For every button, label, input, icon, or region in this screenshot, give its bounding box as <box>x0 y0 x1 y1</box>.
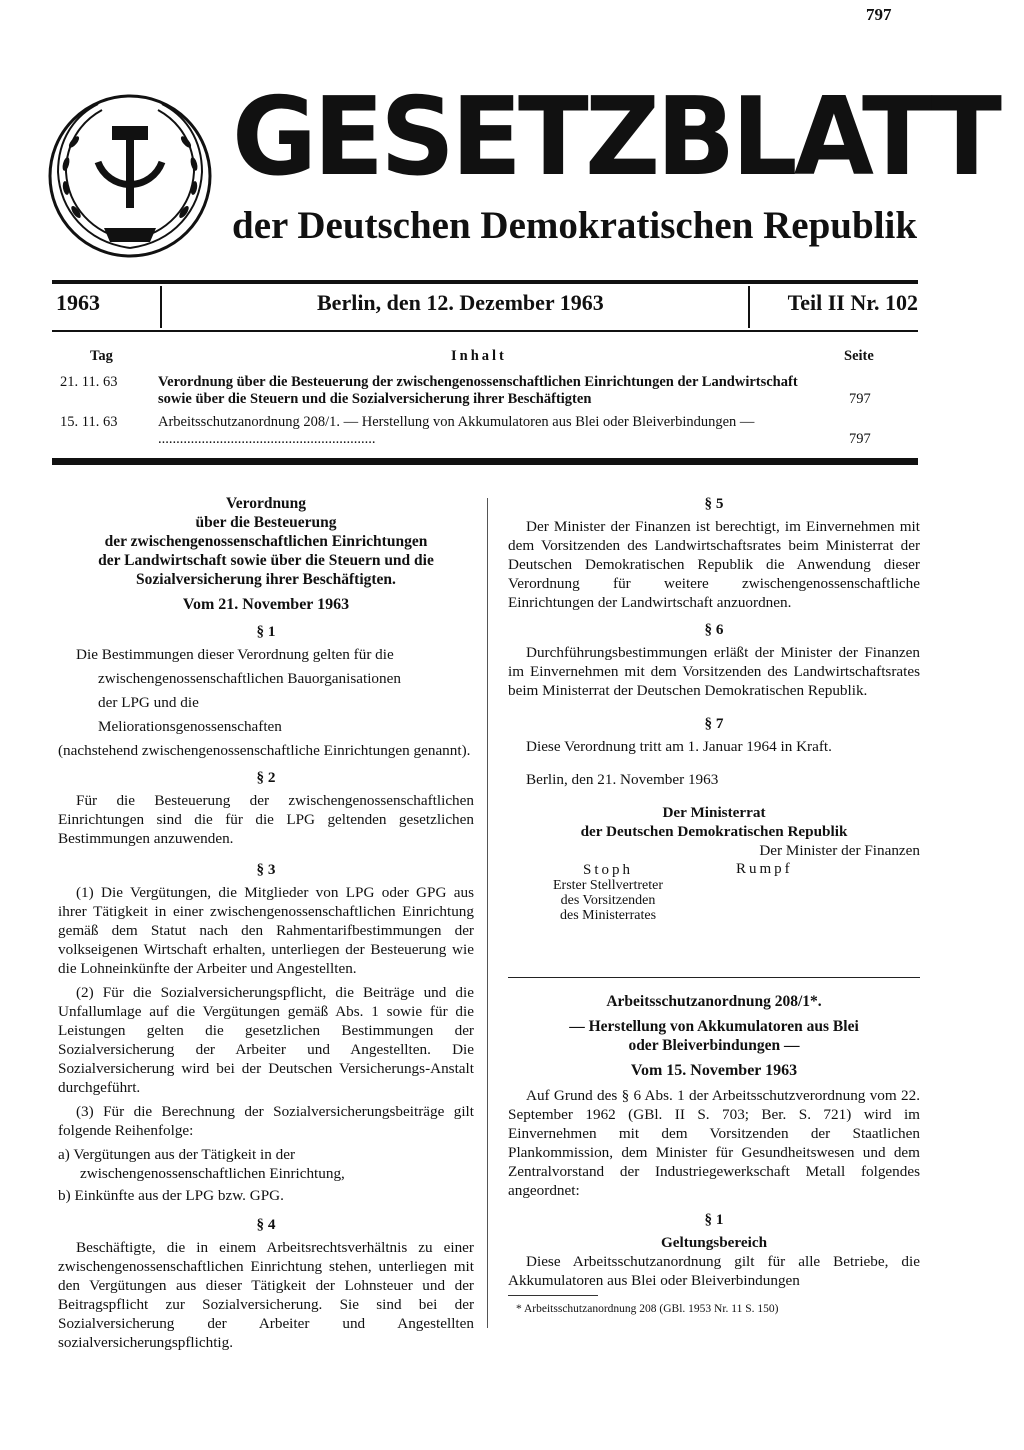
minister-signature <box>690 841 920 879</box>
section-3-item-b: b) Einkünfte aus der LPG bzw. GPG. <box>58 1187 284 1204</box>
toc-header <box>60 348 890 370</box>
section-1-item: der LPG und die <box>98 694 199 711</box>
order-title: Arbeitsschutzanordnung 208/1*. <box>606 993 822 1010</box>
issue-separator <box>160 286 162 328</box>
section-3-item-a: a) Vergütungen aus der Tätigkeit in der zwischengenossenschaftlichen Einrichtung, <box>58 1146 345 1182</box>
issue-rule <box>52 330 918 332</box>
section-3-paragraph-2: (2) Für die Sozialversicherungspflicht, die Beiträge und die Unfallumlage auf die Vergütungen gemäß Abs. 1 sowie für die Leistungen gelten die gesetzlichen Bestimmungen der Sozialversicherung der Arbeiter und Angestellten. Die Sozialversicherung wird bei der Deutschen Versicherungs-Anstalt durchgeführt. <box>58 984 474 1096</box>
chairman-name: Stoph <box>582 862 633 878</box>
decree-title: Verordnung über die Besteuerung der zwischengenossenschaftlichen Einrichtungen der Landwirtschaft sowie über die Steuern und die Sozialversicherung ihrer Beschäftigten. <box>98 495 434 588</box>
section-1-intro: Die Bestimmungen dieser Verordnung gelten für die <box>76 646 394 663</box>
toc-row-page: 797 <box>849 431 871 447</box>
section-6-heading: § 6 <box>704 621 724 638</box>
toc-header-page: Seite <box>844 348 874 364</box>
minister-title: Der Minister der Finanzen <box>759 842 920 859</box>
footnote-rule <box>508 1295 598 1296</box>
chairman-signature <box>528 863 688 923</box>
left-column <box>58 494 474 1357</box>
section-1-item: zwischengenossenschaftlichen Bauorganisationen <box>98 670 401 687</box>
council-line-1: Der Ministerrat <box>662 804 766 821</box>
section-1-heading: § 1 <box>256 623 276 640</box>
section-2-text: Für die Besteuerung der zwischengenossenschaftlichen Einrichtungen sind die für die LPG geltenden gesetzlichen Bestimmungen anzuwenden. <box>58 792 474 847</box>
section-3-heading: § 3 <box>256 861 276 878</box>
toc-header-contents: Inhalt <box>451 348 507 364</box>
masthead-title: GESETZBLATT <box>232 75 999 200</box>
section-6-text: Durchführungsbestimmungen erläßt der Minister der Finanzen im Einvernehmen mit dem Vorsitzenden des Landwirtschaftsrates beim Ministerrat der Deutschen Demokratischen Republik. <box>508 644 920 699</box>
section-1-tail: (nachstehend zwischengenossenschaftliche Einrichtungen genannt). <box>58 742 471 759</box>
section-7-heading: § 7 <box>704 715 724 732</box>
section-4-text: Beschäftigte, die in einem Arbeitsrechtsverhältnis zu einer zwischengenossenschaftlichen Einrichtung stehen, unterliegen mit den Vergütungen aus dieser Tätigkeit der Lohnsteuer und der Beitragspflicht zur Sozialversicherung. Sie sind bei der Sozialversicherung der Arbeiter und Angestellten sozialversicherungspflichtig. <box>58 1239 474 1351</box>
order-subtitle: — Herstellung von Akkumulatoren aus Blei oder Bleiverbindungen — <box>569 1018 859 1054</box>
section-3-paragraph-1: (1) Die Vergütungen, die Mitglieder von LPG oder GPG aus ihrer Tätigkeit in einer zwischengenossenschaftlichen Einrichtung gemäß dem Statut nach den Rahmentarifbestimmungen der volkseigenen Wirtschaft erhalten, unterliegen der Besteuerung wie die Lohneinkünfte der Arbeiter und Angestellten. <box>58 884 474 977</box>
issue-part: Teil II Nr. 102 <box>787 290 918 315</box>
minister-name: Rumpf <box>736 861 793 877</box>
toc-row[interactable] <box>60 414 890 448</box>
masthead-subtitle: der Deutschen Demokratischen Republik <box>232 204 918 247</box>
toc-header-day: Tag <box>90 348 113 364</box>
section-7-text: Diese Verordnung tritt am 1. Januar 1964 in Kraft. <box>526 738 832 755</box>
order-section-1-text: Diese Arbeitsschutzanordnung gilt für alle Betriebe, die Akkumulatoren aus Blei oder Bleiverbindungen <box>508 1253 920 1289</box>
right-column <box>508 494 920 1319</box>
council-line-2: der Deutschen Demokratischen Republik <box>580 823 848 840</box>
toc-row-title: Arbeitsschutzanordnung 208/1. — Herstellung von Akkumulatoren aus Blei oder Bleiverbindungen — ............................................................ <box>158 414 755 447</box>
section-2-heading: § 2 <box>256 769 276 786</box>
issue-year: 1963 <box>56 290 100 315</box>
toc-row-page: 797 <box>849 391 871 407</box>
column-divider <box>487 498 488 1328</box>
masthead-rule <box>52 280 918 284</box>
issue-date: Berlin, den 12. Dezember 1963 <box>317 290 604 315</box>
order-section-1-title: Geltungsbereich <box>660 1234 768 1251</box>
contents-rule <box>52 458 918 465</box>
state-emblem-icon <box>46 92 214 260</box>
signature-block <box>508 842 920 963</box>
article-divider <box>508 977 920 978</box>
order-date: Vom 15. November 1963 <box>630 1062 798 1079</box>
issue-separator <box>748 286 750 328</box>
decree-date: Vom 21. November 1963 <box>182 596 350 613</box>
issue-bar <box>52 290 918 324</box>
order-section-1-heading: § 1 <box>704 1211 724 1228</box>
section-5-text: Der Minister der Finanzen ist berechtigt, im Einvernehmen mit dem Vorsitzenden des Landwirtschaftsrates beim Ministerrat der Deutschen Demokratischen Republik die Anwendung dieser Verordnung für weitere zwischengenossenschaftliche Einrichtungen der Landwirtschaft anzuordnen. <box>508 518 920 611</box>
footnote: * Arbeitsschutzanordnung 208 (GBl. 1953 Nr. 11 S. 150) <box>516 1303 779 1315</box>
section-5-heading: § 5 <box>704 495 724 512</box>
toc-row[interactable] <box>60 374 890 408</box>
place-date: Berlin, den 21. November 1963 <box>526 771 719 788</box>
section-1-item: Meliorationsgenossenschaften <box>98 718 282 735</box>
section-4-heading: § 4 <box>256 1216 276 1233</box>
toc-row-date: 15. 11. 63 <box>60 414 118 430</box>
toc-row-title: Verordnung über die Besteuerung der zwischengenossenschaftlichen Einrichtungen der Landwirtschaft sowie über die Steuern und die Sozialversicherung ihrer Beschäftigten <box>158 374 798 407</box>
section-3-paragraph-3: (3) Für die Berechnung der Sozialversicherungsbeiträge gilt folgende Reihenfolge: <box>58 1103 474 1139</box>
chairman-role: Erster Stellvertreter des Vorsitzenden des Ministerrates <box>552 878 663 923</box>
table-of-contents <box>60 348 890 448</box>
order-intro: Auf Grund des § 6 Abs. 1 der Arbeitsschutzverordnung vom 22. September 1962 (GBl. II S. 703; Ber. S. 721) wird im Einvernehmen mit dem Vorsitzenden der Staatlichen Plankommission, dem Minister für Gesundheitswesen und dem Zentralvorstand der Industriegewerkschaft Metall folgendes angeordnet: <box>508 1087 920 1199</box>
toc-row-date: 21. 11. 63 <box>60 374 118 390</box>
page-number: 797 <box>866 5 892 24</box>
